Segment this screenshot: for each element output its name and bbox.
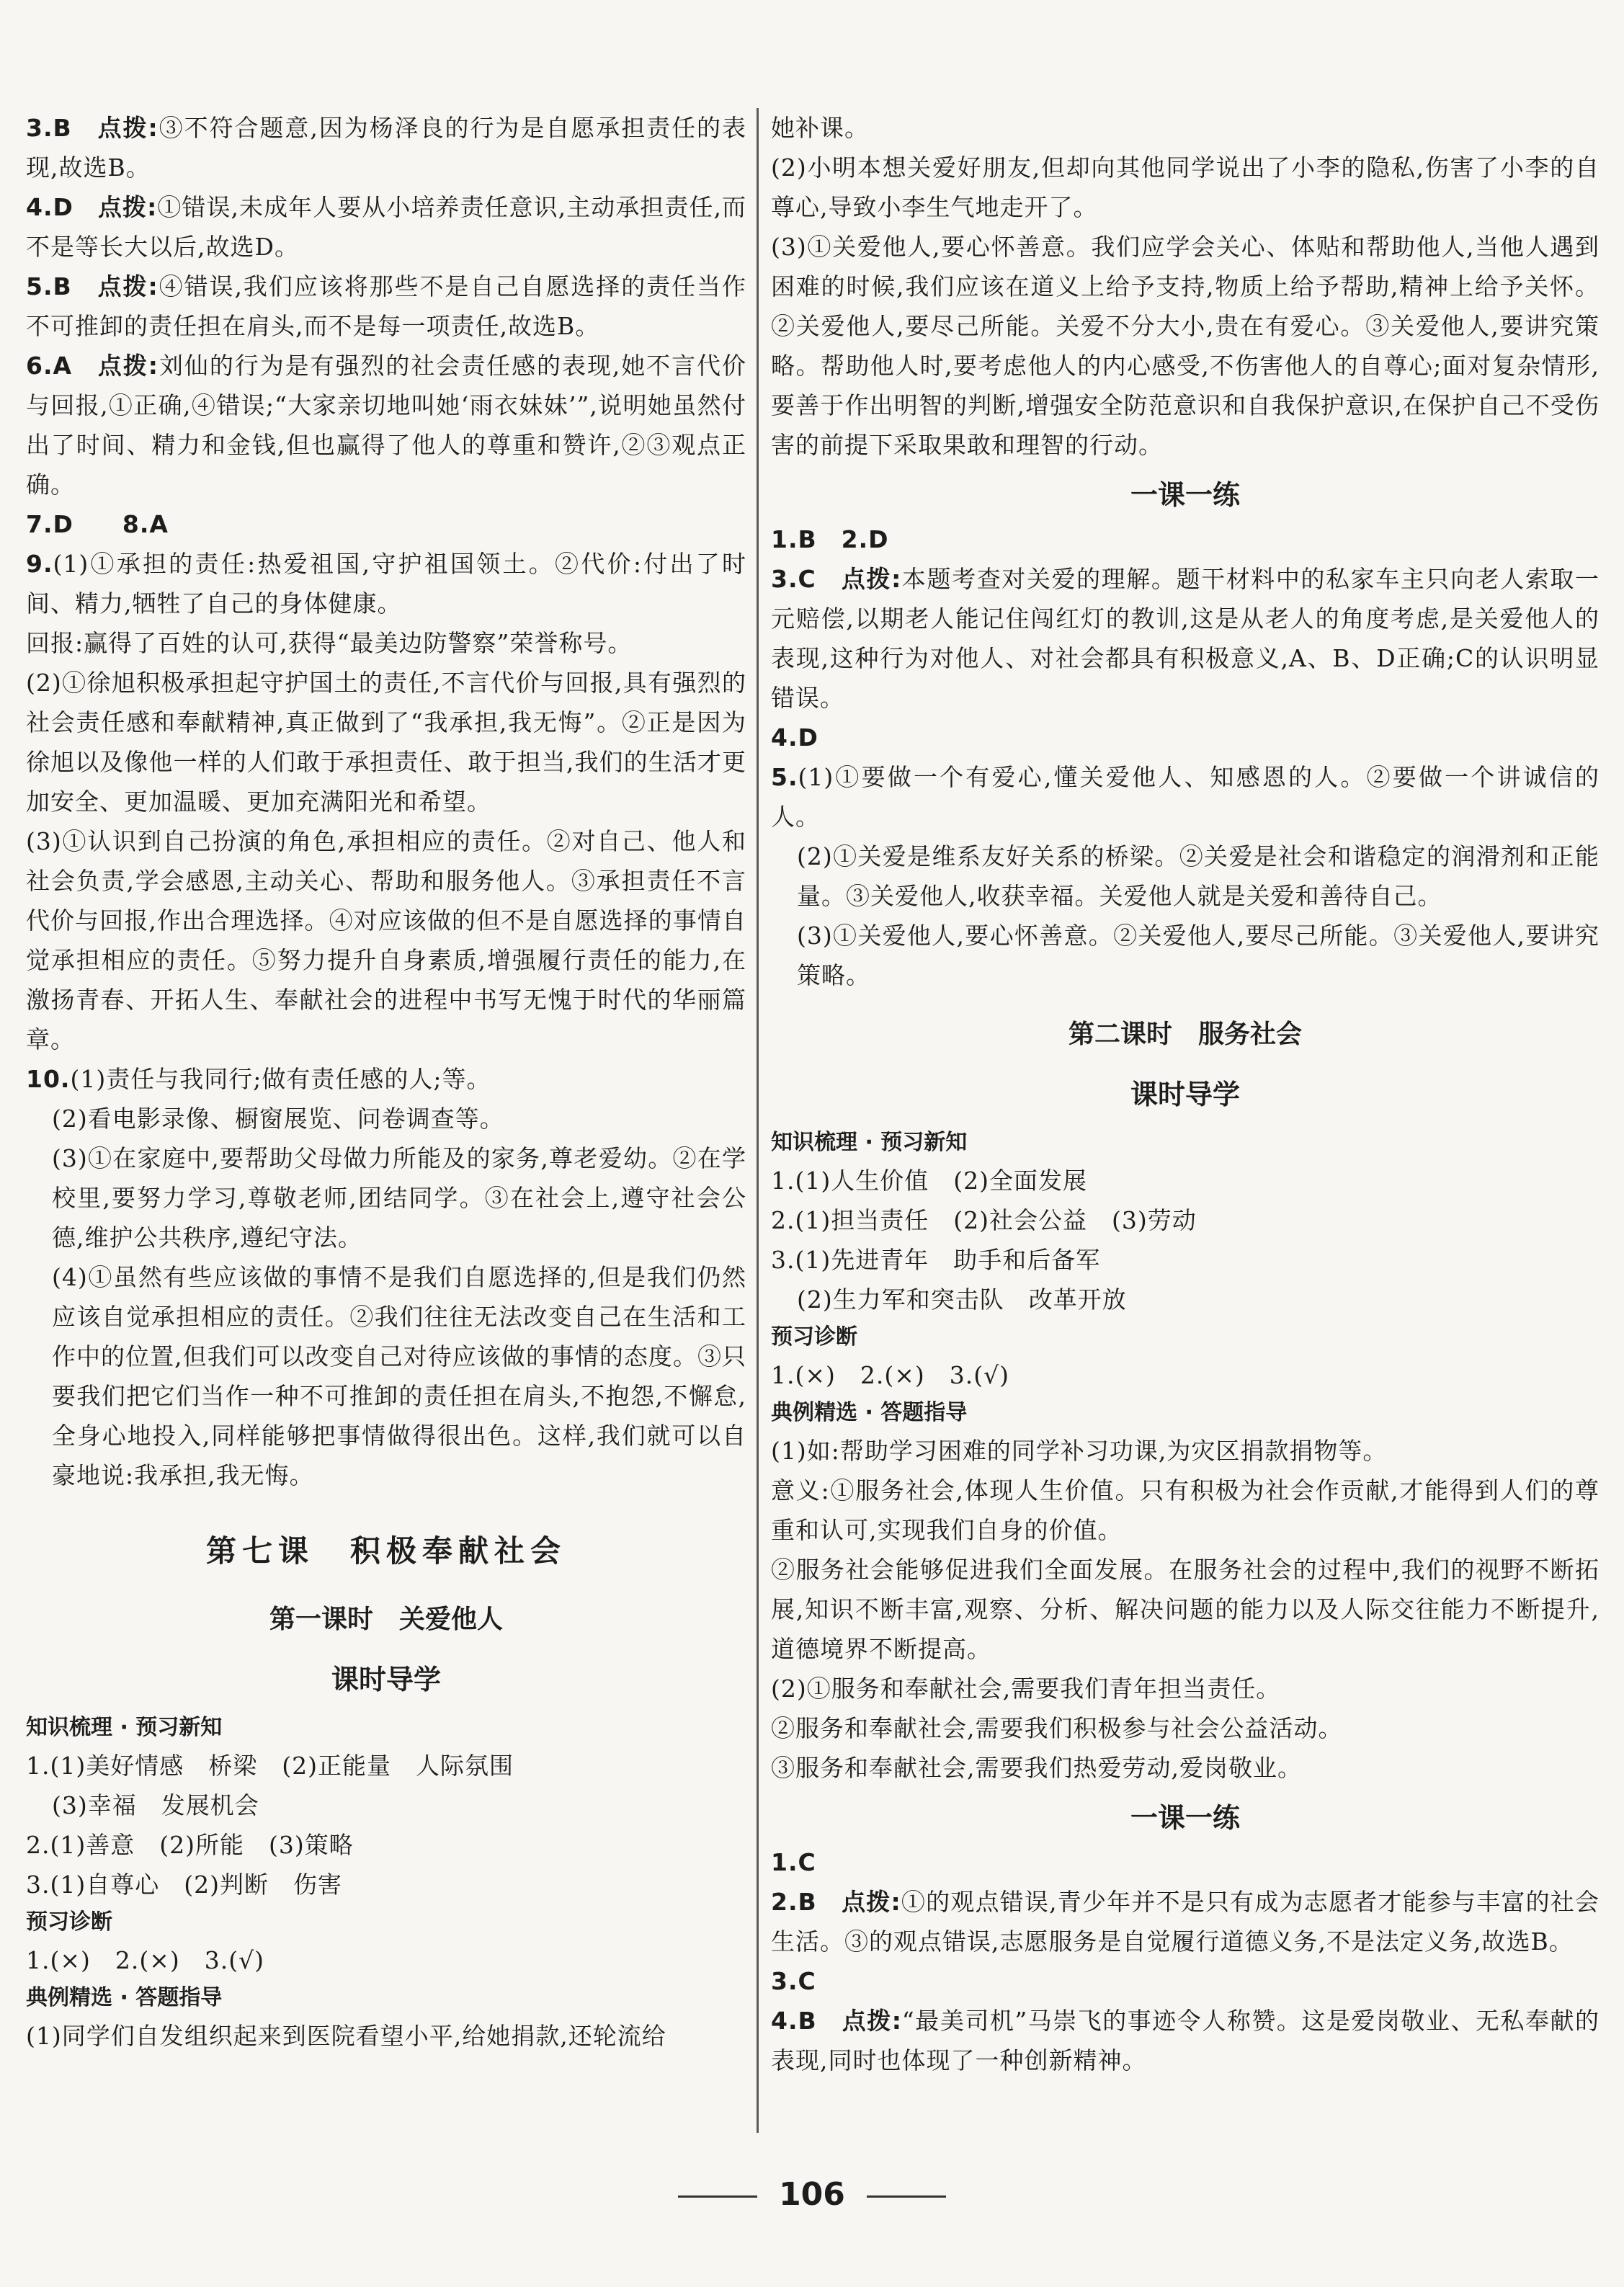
right-column — [771, 108, 1600, 2080]
diagnosis2-subhead: 预习诊断 — [771, 1324, 857, 1350]
answer-9-part4: (3)①认识到自己扮演的角色,承担相应的责任。②对自己、他人和社会负责,学会感恩,主动关心、帮助和服务他人。③承担责任不言代价与回报,作出合理选择。④对应该做的但不是自愿选择的事情自觉承担相应的责任。⑤努力提升自身素质,增强履行责任的能力,在激扬青春、开拓人生、奉献社会的进程中书写无愧于时代的华丽篇章。 — [26, 827, 746, 1053]
answer-5: 5.B 点拨:④错误,我们应该将那些不是自己自愿选择的责任当作不可推卸的责任担在肩头,而不是每一项责任,故选B。 — [26, 272, 746, 340]
answer-7-8: 7.D 8.A — [26, 510, 169, 538]
answer-9-part2: 回报:赢得了百姓的认可,获得“最美边防警察”荣誉称号。 — [26, 629, 633, 657]
continued-line: (3)①关爱他人,要心怀善意。我们应学会关心、体贴和帮助他人,当他人遇到困难的时候,我们应该在道义上给予支持,物质上给予帮助,精神上给予关怀。②关爱他人,要尽己所能。关爱不分大小,贵在有爱心。③关爱他人,要讲究策略。帮助他人时,要考虑他人的内心感受,不伤害他人的自尊心;面对复杂情形,要善于作出明智的判断,增强安全防范意识和自我保护意识,在保护自己不受伤害的前提下采取果敢和理智的行动。 — [771, 233, 1600, 459]
lesson-title: 第七课 积极奉献社会 — [205, 1533, 566, 1569]
answer-10-part2: (2)看电影录像、橱窗展览、问卷调查等。 — [52, 1105, 504, 1133]
example2-line: ②服务和奉献社会,需要我们积极参与社会公益活动。 — [771, 1714, 1343, 1742]
knowledge2-subhead: 知识梳理 · 预习新知 — [771, 1130, 968, 1155]
practice2-item-2: 2.B 点拨:①的观点错误,青少年并不是只有成为志愿者才能参与丰富的社会生活。③的观点错误,志愿服务是自觉履行道德义务,不是法定义务,故选B。 — [771, 1888, 1600, 1956]
practice-item-1: 1.B 2.D — [771, 525, 889, 553]
answer-4: 4.D 点拨:①错误,未成年人要从小培养责任意识,主动承担责任,而不是等长大以后,故选D。 — [26, 193, 746, 261]
diagnosis-subhead: 预习诊断 — [26, 1909, 112, 1935]
practice2-item-3: 3.C — [771, 1967, 816, 1995]
example2-line: ③服务和奉献社会,需要我们热爱劳动,爱岗敬业。 — [771, 1754, 1302, 1782]
answer-9-part1: 9.(1)①承担的责任:热爱祖国,守护祖国领土。②代价:付出了时间、精力,牺牲了自己的身体健康。 — [26, 550, 746, 618]
example2-line: (2)①服务和奉献社会,需要我们青年担当责任。 — [771, 1675, 1281, 1703]
page-number-rule-left — [678, 2195, 757, 2198]
practice2-item-1: 1.C — [771, 1848, 816, 1876]
knowledge2-line: 1.(1)人生价值 (2)全面发展 — [771, 1167, 1087, 1195]
guide-heading: 课时导学 — [331, 1664, 441, 1695]
diagnosis-line: 1.(×) 2.(×) 3.(√) — [26, 1946, 265, 1974]
knowledge-line: (3)幸福 发展机会 — [52, 1791, 259, 1819]
practice-item-5-line: (2)①关爱是维系友好关系的桥梁。②关爱是社会和谐稳定的润滑剂和正能量。③关爱他人,收获幸福。关爱他人就是关爱和善待自己。 — [797, 842, 1600, 910]
example-subhead: 典例精选 · 答题指导 — [26, 1985, 223, 2010]
practice-heading: 一课一练 — [1130, 479, 1240, 511]
guide2-heading: 课时导学 — [1130, 1079, 1240, 1110]
answer-6: 6.A 点拨:刘仙的行为是有强烈的社会责任感的表现,她不言代价与回报,①正确,④错误;“大家亲切地叫她‘雨衣妹妹’”,说明她虽然付出了时间、精力和金钱,但也赢得了他人的尊重和赞许,②③观点正确。 — [26, 352, 746, 499]
page-number-text: 106 — [779, 2176, 845, 2213]
knowledge-line: 3.(1)自尊心 (2)判断 伤害 — [26, 1871, 342, 1899]
page-number — [0, 2176, 1624, 2213]
knowledge-line: 2.(1)善意 (2)所能 (3)策略 — [26, 1831, 354, 1859]
practice-item-5-line: (3)①关爱他人,要心怀善意。②关爱他人,要尽己所能。③关爱他人,要讲究策略。 — [797, 922, 1600, 989]
example2-line: ②服务社会能够促进我们全面发展。在服务社会的过程中,我们的视野不断拓展,知识不断丰富,观察、分析、解决问题的能力以及人际交往能力不断提升,道德境界不断提高。 — [771, 1556, 1600, 1663]
practice-item-3: 3.C 点拨:本题考查对关爱的理解。题干材料中的私家车主只向老人索取一元赔偿,以期老人能记住闯红灯的教训,这是从老人的角度考虑,是关爱他人的表现,这种行为对他人、对社会都具有积极意义,A、B、D正确;C的认识明显错误。 — [771, 565, 1600, 712]
left-column — [26, 108, 746, 2056]
practice2-item-4: 4.B 点拨:“最美司机”马崇飞的事迹令人称赞。这是爱岗敬业、无私奉献的表现,同时也体现了一种创新精神。 — [771, 2007, 1600, 2074]
continued-line: (2)小明本想关爱好朋友,但却向其他同学说出了小李的隐私,伤害了小李的自尊心,导致小李生气地走开了。 — [771, 153, 1600, 221]
practice-item-5: 5.(1)①要做一个有爱心,懂关爱他人、知感恩的人。②要做一个讲诚信的人。 — [771, 763, 1600, 831]
example2-line: 意义:①服务社会,体现人生价值。只有积极为社会作贡献,才能得到人们的尊重和认可,实现我们自身的价值。 — [771, 1476, 1600, 1544]
practice-item-4: 4.D — [771, 723, 818, 752]
practice2-heading: 一课一练 — [1130, 1802, 1240, 1834]
knowledge2-line: 2.(1)担当责任 (2)社会公益 (3)劳动 — [771, 1206, 1197, 1234]
knowledge-line: 1.(1)美好情感 桥梁 (2)正能量 人际氛围 — [26, 1752, 514, 1780]
knowledge2-line: (2)生力军和突击队 改革开放 — [797, 1285, 1127, 1314]
column-divider — [757, 108, 759, 2133]
answer-10-part4: (4)①虽然有些应该做的事情不是我们自愿选择的,但是我们仍然应该自觉承担相应的责任。②我们往往无法改变自己在生活和工作中的位置,但我们可以改变自己对待应该做的事情的态度。③只要我们把它们当作一种不可推卸的责任担在肩头,不抱怨,不懈怠,全身心地投入,同样能够把事情做得很出色。这样,我们就可以自豪地说:我承担,我无悔。 — [52, 1263, 746, 1489]
answer-3: 3.B 点拨:③不符合题意,因为杨泽良的行为是自愿承担责任的表现,故选B。 — [26, 114, 746, 182]
page-number-rule-right — [867, 2195, 946, 2198]
section-title: 第一课时 关爱他人 — [269, 1605, 503, 1634]
diagnosis2-line: 1.(×) 2.(×) 3.(√) — [771, 1361, 1010, 1389]
continued-line: 她补课。 — [771, 114, 869, 142]
answer-10-part3: (3)①在家庭中,要帮助父母做力所能及的家务,尊老爱幼。②在学校里,要努力学习,尊敬老师,团结同学。③在社会上,遵守社会公德,维护公共秩序,遵纪守法。 — [52, 1144, 746, 1252]
example-line: (1)同学们自发组织起来到医院看望小平,给她捐款,还轮流给 — [26, 2022, 666, 2050]
knowledge2-line: 3.(1)先进青年 助手和后备军 — [771, 1246, 1101, 1274]
knowledge-subhead: 知识梳理 · 预习新知 — [26, 1715, 223, 1740]
answer-9-part3: (2)①徐旭积极承担起守护国土的责任,不言代价与回报,具有强烈的社会责任感和奉献精神,真正做到了“我承担,我无悔”。②正是因为徐旭以及像他一样的人们敢于承担责任、敢于担当,我们的生活才更加安全、更加温暖、更加充满阳光和希望。 — [26, 669, 746, 816]
example2-subhead: 典例精选 · 答题指导 — [771, 1400, 968, 1425]
example2-line: (1)如:帮助学习困难的同学补习功课,为灾区捐款捐物等。 — [771, 1437, 1388, 1465]
answer-10-part1: 10.(1)责任与我同行;做有责任感的人;等。 — [26, 1065, 491, 1093]
section2-title: 第二课时 服务社会 — [1068, 1020, 1302, 1049]
